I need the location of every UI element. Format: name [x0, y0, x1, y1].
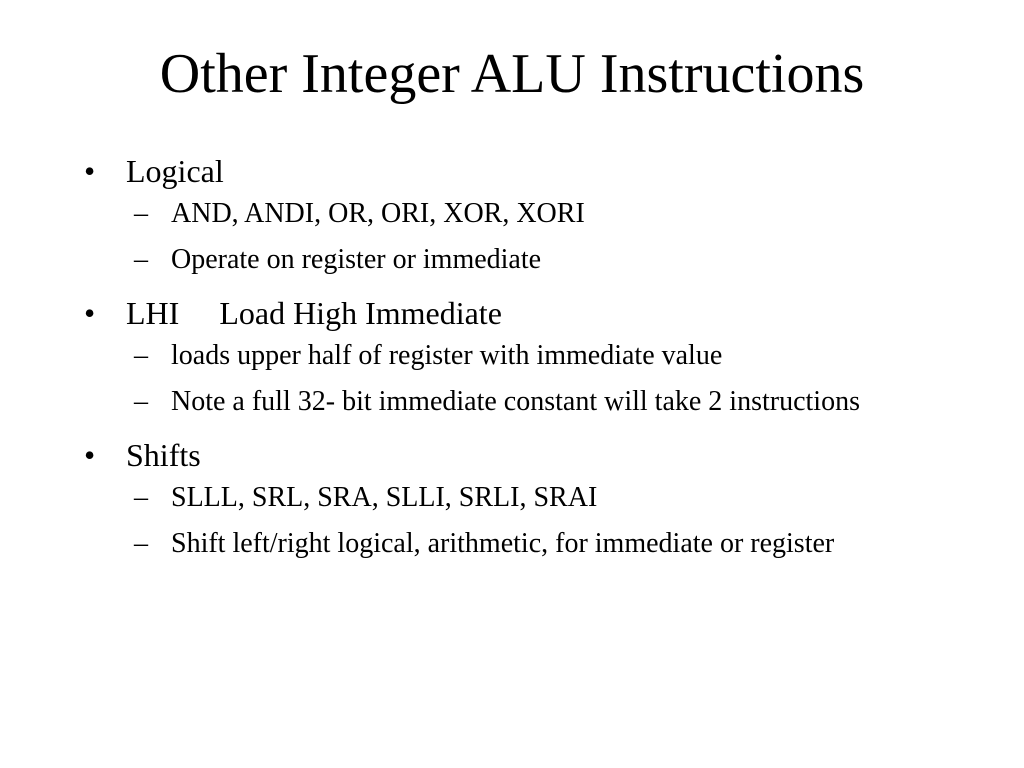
bullet-text: LHI Load High Immediate	[126, 295, 502, 331]
bullet-text: Shifts	[126, 437, 201, 473]
sub-marker: –	[134, 244, 148, 275]
sub-marker: –	[134, 198, 148, 229]
sub-item	[134, 196, 964, 232]
bullet-text: Logical	[126, 153, 224, 189]
bullet-item-logical	[84, 150, 964, 278]
sub-list	[84, 480, 964, 562]
slide-title: Other Integer ALU Instructions	[159, 43, 865, 105]
sub-item	[134, 338, 964, 374]
sub-item	[134, 242, 964, 278]
bullet-line	[84, 292, 964, 334]
sub-marker: –	[134, 386, 148, 417]
sub-text: loads upper half of register with immediate value	[171, 340, 723, 371]
bullet-marker: •	[84, 153, 96, 189]
sub-item	[134, 480, 964, 516]
sub-marker: –	[134, 340, 148, 371]
sub-text: Operate on register or immediate	[171, 244, 542, 275]
bullet-marker: •	[84, 295, 96, 331]
sub-marker: –	[134, 482, 148, 513]
sub-item	[134, 526, 964, 562]
sub-text: Shift left/right logical, arithmetic, for immediate or register	[171, 528, 835, 559]
sub-text: AND, ANDI, OR, ORI, XOR, XORI	[171, 198, 585, 229]
bullet-item-shifts	[84, 434, 964, 562]
bullet-item-lhi	[84, 292, 964, 420]
sub-marker: –	[134, 528, 148, 559]
bullet-marker: •	[84, 437, 96, 473]
sub-item	[134, 384, 964, 420]
bullet-line	[84, 150, 964, 192]
sub-list	[84, 196, 964, 278]
sub-text: SLLL, SRL, SRA, SLLI, SRLI, SRAI	[171, 482, 598, 513]
sub-text: Note a full 32- bit immediate constant will take 2 instructions	[171, 386, 860, 417]
bullet-line	[84, 434, 964, 476]
bullet-list	[84, 150, 964, 576]
sub-list	[84, 338, 964, 420]
